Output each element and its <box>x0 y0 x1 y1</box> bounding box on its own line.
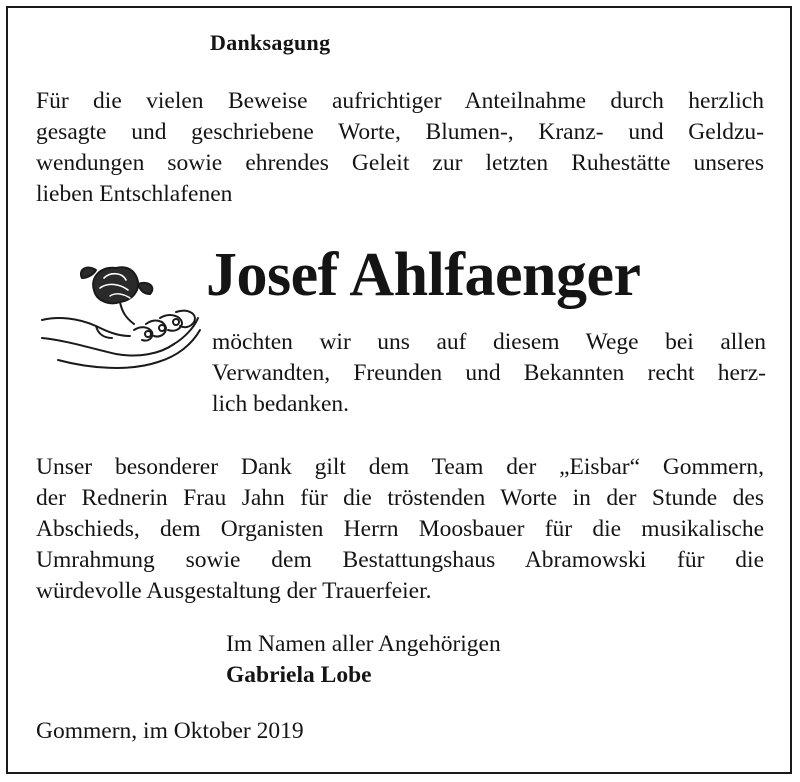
intro-line: Für die vielen Beweise aufrichtiger Anteilnahme durch herzlich <box>36 88 764 114</box>
intro-paragraph <box>36 86 764 210</box>
rose-in-hands-icon <box>38 256 206 376</box>
deceased-name: Josef Ahlfaenger <box>206 241 641 309</box>
signatory-name: Gabriela Lobe <box>226 662 372 688</box>
special-line: würdevolle Ausgestaltung der Trauerfeier. <box>36 578 432 604</box>
intro-line: wendungen sowie ehrendes Geleit zur letzten Ruhestätte unseres <box>36 150 764 176</box>
special-line: Umrahmung sowie dem Bestattungshaus Abramowski für die <box>36 547 764 573</box>
special-line: Unser besonderer Dank gilt dem Team der „Eisbar“ Gommern, <box>36 454 764 480</box>
thanks-line: möchten wir uns auf diesem Wege bei allen <box>212 329 766 355</box>
special-thanks-paragraph <box>36 452 764 607</box>
thanks-line: Verwandten, Freunden und Bekannten recht herz- <box>212 360 766 386</box>
special-line: Abschieds, dem Organisten Herrn Moosbauer für die musikalische <box>36 516 764 542</box>
signature-intro: Im Namen aller Angehörigen <box>226 631 501 657</box>
intro-line: lieben Entschlafenen <box>36 181 233 207</box>
intro-line: gesagte und geschriebene Worte, Blumen-, Kranz- und Geldzu- <box>36 119 764 145</box>
place-date: Gommern, im Oktober 2019 <box>36 718 304 744</box>
special-line: der Rednerin Frau Jahn für die tröstenden Worte in der Stunde des <box>36 485 764 511</box>
thanks-line: lich bedanken. <box>212 391 350 417</box>
notice-title: Danksagung <box>210 30 331 55</box>
thanks-paragraph <box>212 327 766 420</box>
